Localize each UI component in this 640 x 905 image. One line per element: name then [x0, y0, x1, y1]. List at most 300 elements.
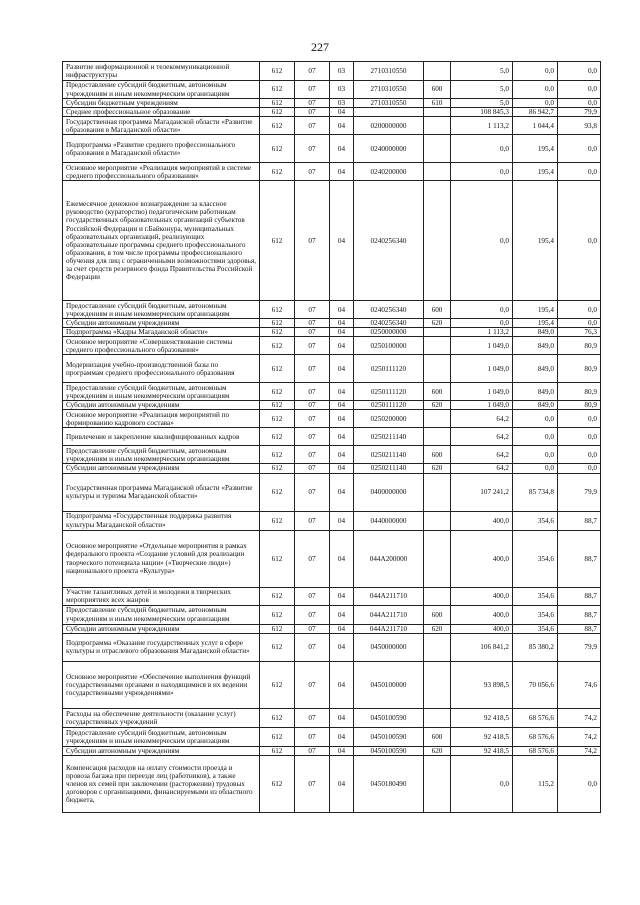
- cell-cs: 2710310550: [354, 62, 424, 81]
- cell-cs: 2710310550: [354, 81, 424, 99]
- cell-c: 80,9: [558, 355, 601, 383]
- cell-a: 106 841,2: [451, 633, 513, 661]
- cell-pr: 04: [330, 355, 354, 383]
- cell-pr: 04: [330, 446, 354, 464]
- cell-cs: 044A211710: [354, 605, 424, 624]
- cell-c: 0,0: [558, 163, 601, 181]
- cell-b: 849,0: [513, 383, 558, 401]
- cell-pr: 04: [330, 428, 354, 446]
- cell-vr: [424, 708, 451, 727]
- cell-cs: 0240000000: [354, 135, 424, 163]
- cell-c: 0,0: [558, 446, 601, 464]
- cell-g: 612: [260, 530, 295, 587]
- cell-rz: 07: [295, 428, 330, 446]
- table-row: [63, 355, 601, 383]
- table-row: [63, 62, 601, 81]
- cell-rz: 07: [295, 755, 330, 812]
- cell-cs: 0250111120: [354, 355, 424, 383]
- cell-c: 0,0: [558, 99, 601, 108]
- cell-a: 64,2: [451, 446, 513, 464]
- cell-cs: 0250111120: [354, 401, 424, 410]
- cell-name: Среднее профессиональное образование: [63, 108, 260, 117]
- cell-a: 92 418,5: [451, 746, 513, 755]
- cell-cs: 0250200000: [354, 410, 424, 428]
- cell-pr: 04: [330, 117, 354, 135]
- cell-c: 79,9: [558, 473, 601, 511]
- cell-c: 0,0: [558, 135, 601, 163]
- cell-c: 88,7: [558, 624, 601, 633]
- cell-a: 400,0: [451, 530, 513, 587]
- cell-pr: 04: [330, 633, 354, 661]
- cell-g: 612: [260, 99, 295, 108]
- cell-c: 80,9: [558, 383, 601, 401]
- cell-a: 5,0: [451, 99, 513, 108]
- cell-cs: 0250211140: [354, 464, 424, 473]
- cell-c: 0,0: [558, 319, 601, 328]
- cell-rz: 07: [295, 163, 330, 181]
- cell-name: Предоставление субсидий бюджетным, автономным учреждениям и иным некоммерческим организациям: [63, 446, 260, 464]
- cell-b: 354,6: [513, 530, 558, 587]
- cell-g: 612: [260, 746, 295, 755]
- cell-name: Основное мероприятие «Отдельные мероприятия в рамках федерального проекта «Создание условий для реализации творческого потенциала нации» («Творческие люди») национального проекта «Культура»: [63, 530, 260, 587]
- cell-b: 354,6: [513, 605, 558, 624]
- cell-c: 88,7: [558, 511, 601, 530]
- cell-rz: 07: [295, 108, 330, 117]
- cell-name: Компенсация расходов на оплату стоимости проезда и провоза багажа при переезде лиц (работников), а также членов их семей при заключении (расторжении) трудовых договоров с организациями, финансируемыми из областного бюджета,: [63, 755, 260, 812]
- cell-rz: 07: [295, 337, 330, 355]
- cell-b: 195,4: [513, 319, 558, 328]
- cell-c: 0,0: [558, 410, 601, 428]
- cell-c: 0,0: [558, 81, 601, 99]
- cell-pr: 04: [330, 181, 354, 301]
- cell-rz: 07: [295, 328, 330, 337]
- cell-vr: [424, 181, 451, 301]
- cell-g: 612: [260, 181, 295, 301]
- cell-c: 74,2: [558, 708, 601, 727]
- table-row: [63, 624, 601, 633]
- cell-rz: 07: [295, 301, 330, 319]
- cell-g: 612: [260, 163, 295, 181]
- table-row: [63, 428, 601, 446]
- cell-vr: 600: [424, 605, 451, 624]
- cell-g: 612: [260, 410, 295, 428]
- cell-a: 0,0: [451, 181, 513, 301]
- cell-name: Предоставление субсидий бюджетным, автономным учреждениям и иным некоммерческим организациям: [63, 605, 260, 624]
- cell-c: 0,0: [558, 62, 601, 81]
- cell-name: Подпрограмма «Развитие среднего профессионального образования в Магаданской области»: [63, 135, 260, 163]
- cell-rz: 07: [295, 355, 330, 383]
- table-row: [63, 319, 601, 328]
- cell-cs: 0250111120: [354, 383, 424, 401]
- cell-g: 612: [260, 117, 295, 135]
- cell-g: 612: [260, 624, 295, 633]
- cell-rz: 07: [295, 708, 330, 727]
- cell-vr: 600: [424, 383, 451, 401]
- cell-c: 0,0: [558, 755, 601, 812]
- cell-cs: [354, 108, 424, 117]
- table-row: [63, 108, 601, 117]
- cell-g: 612: [260, 511, 295, 530]
- cell-a: 93 898,5: [451, 661, 513, 708]
- cell-a: 64,2: [451, 428, 513, 446]
- table-row: [63, 328, 601, 337]
- cell-rz: 07: [295, 661, 330, 708]
- cell-cs: 0250211140: [354, 446, 424, 464]
- cell-vr: [424, 511, 451, 530]
- cell-g: 612: [260, 337, 295, 355]
- cell-vr: 600: [424, 727, 451, 746]
- cell-name: Предоставление субсидий бюджетным, автономным учреждениям и иным некоммерческим организациям: [63, 81, 260, 99]
- cell-g: 612: [260, 135, 295, 163]
- cell-pr: 04: [330, 727, 354, 746]
- cell-b: 70 056,6: [513, 661, 558, 708]
- cell-vr: [424, 117, 451, 135]
- cell-c: 88,7: [558, 587, 601, 605]
- cell-cs: 0200000000: [354, 117, 424, 135]
- cell-name: Основное мероприятие «Реализация мероприятий в системе среднего профессионального образования»: [63, 163, 260, 181]
- cell-name: Ежемесячное денежное вознаграждение за классное руководство (кураторство) педагогическим работникам государственных образовательных организаций субъектов Российской Федерации и г.Байконура, муниципальных образовательных организаций, реализующих образовательные программы среднего профессионального образования, в том числе программы профессионального обучения для лиц с ограниченными возможностями здоровья, за счет средств резервного фонда Правительства Российской Федерации: [63, 181, 260, 301]
- cell-g: 612: [260, 661, 295, 708]
- cell-name: Государственная программа Магаданской области «Развитие культуры и туризма Магаданской области»: [63, 473, 260, 511]
- cell-a: 107 241,2: [451, 473, 513, 511]
- cell-a: 1 049,0: [451, 355, 513, 383]
- cell-cs: 0240256340: [354, 319, 424, 328]
- cell-pr: 04: [330, 328, 354, 337]
- cell-a: 1 049,0: [451, 383, 513, 401]
- cell-pr: 04: [330, 755, 354, 812]
- cell-b: 0,0: [513, 464, 558, 473]
- cell-c: 79,9: [558, 108, 601, 117]
- cell-pr: 04: [330, 746, 354, 755]
- table-row: [63, 446, 601, 464]
- table-row: [63, 383, 601, 401]
- table-row: [63, 661, 601, 708]
- cell-a: 400,0: [451, 624, 513, 633]
- cell-c: 76,3: [558, 328, 601, 337]
- cell-b: 195,4: [513, 301, 558, 319]
- cell-g: 612: [260, 355, 295, 383]
- cell-name: Субсидии автономным учреждениям: [63, 746, 260, 755]
- table-row: [63, 633, 601, 661]
- table-row: [63, 746, 601, 755]
- table-row: [63, 135, 601, 163]
- cell-pr: 04: [330, 135, 354, 163]
- cell-vr: 600: [424, 301, 451, 319]
- cell-name: Предоставление субсидий бюджетным, автономным учреждениям и иным некоммерческим организациям: [63, 301, 260, 319]
- cell-pr: 04: [330, 624, 354, 633]
- cell-name: Основное мероприятие «Реализация мероприятий по формированию кадрового состава»: [63, 410, 260, 428]
- cell-name: Развитие информационной и телекоммуникационной инфраструктуры: [63, 62, 260, 81]
- table-row: [63, 473, 601, 511]
- cell-vr: [424, 755, 451, 812]
- table-row: [63, 99, 601, 108]
- cell-vr: 620: [424, 746, 451, 755]
- cell-b: 68 576,6: [513, 746, 558, 755]
- cell-a: 0,0: [451, 135, 513, 163]
- cell-rz: 07: [295, 511, 330, 530]
- table-row: [63, 401, 601, 410]
- cell-a: 1 049,0: [451, 337, 513, 355]
- cell-pr: 04: [330, 530, 354, 587]
- cell-g: 612: [260, 708, 295, 727]
- cell-rz: 07: [295, 62, 330, 81]
- cell-b: 354,6: [513, 511, 558, 530]
- cell-b: 849,0: [513, 355, 558, 383]
- cell-cs: 0400000000: [354, 473, 424, 511]
- cell-c: 0,0: [558, 301, 601, 319]
- table-row: [63, 587, 601, 605]
- cell-name: Предоставление субсидий бюджетным, автономным учреждениям и иным некоммерческим организациям: [63, 727, 260, 746]
- table-row: [63, 530, 601, 587]
- cell-vr: 620: [424, 624, 451, 633]
- cell-c: 0,0: [558, 428, 601, 446]
- cell-vr: [424, 163, 451, 181]
- table-row: [63, 410, 601, 428]
- cell-b: 849,0: [513, 401, 558, 410]
- cell-c: 0,0: [558, 181, 601, 301]
- cell-vr: [424, 135, 451, 163]
- cell-vr: [424, 428, 451, 446]
- table-row: [63, 181, 601, 301]
- cell-g: 612: [260, 62, 295, 81]
- cell-name: Основное мероприятие «Обеспечение выполнения функций государственными органами и находящимися в их ведении государственными учреждениями»: [63, 661, 260, 708]
- table-row: [63, 708, 601, 727]
- cell-rz: 07: [295, 587, 330, 605]
- cell-pr: 04: [330, 464, 354, 473]
- cell-vr: 620: [424, 401, 451, 410]
- cell-vr: [424, 661, 451, 708]
- cell-pr: 03: [330, 99, 354, 108]
- cell-b: 68 576,6: [513, 727, 558, 746]
- cell-a: 5,0: [451, 81, 513, 99]
- cell-b: 0,0: [513, 410, 558, 428]
- cell-a: 64,2: [451, 464, 513, 473]
- cell-cs: 044A211710: [354, 624, 424, 633]
- cell-rz: 07: [295, 446, 330, 464]
- cell-rz: 07: [295, 633, 330, 661]
- cell-cs: 0250000000: [354, 328, 424, 337]
- cell-g: 612: [260, 383, 295, 401]
- cell-c: 80,9: [558, 337, 601, 355]
- table-row: [63, 464, 601, 473]
- cell-rz: 07: [295, 401, 330, 410]
- cell-pr: 04: [330, 708, 354, 727]
- cell-pr: 04: [330, 587, 354, 605]
- cell-a: 0,0: [451, 163, 513, 181]
- table-row: [63, 755, 601, 812]
- table-row: [63, 163, 601, 181]
- cell-pr: 04: [330, 473, 354, 511]
- table-row: [63, 117, 601, 135]
- cell-cs: 0450180490: [354, 755, 424, 812]
- cell-name: Подпрограмма «Государственная поддержка развития культуры Магаданской области»: [63, 511, 260, 530]
- cell-c: 88,7: [558, 530, 601, 587]
- page-number: 227: [311, 40, 329, 54]
- cell-pr: 04: [330, 337, 354, 355]
- cell-name: Субсидии бюджетным учреждениям: [63, 99, 260, 108]
- cell-name: Подпрограмма «Кадры Магаданской области»: [63, 328, 260, 337]
- cell-b: 849,0: [513, 328, 558, 337]
- cell-pr: 04: [330, 301, 354, 319]
- cell-rz: 07: [295, 319, 330, 328]
- cell-b: 849,0: [513, 337, 558, 355]
- cell-pr: 04: [330, 108, 354, 117]
- cell-a: 5,0: [451, 62, 513, 81]
- table-row: [63, 605, 601, 624]
- cell-pr: 03: [330, 81, 354, 99]
- cell-cs: 0450100000: [354, 661, 424, 708]
- cell-a: 1 049,0: [451, 401, 513, 410]
- cell-cs: 0250100000: [354, 337, 424, 355]
- cell-c: 74,2: [558, 727, 601, 746]
- cell-g: 612: [260, 81, 295, 99]
- cell-vr: 600: [424, 446, 451, 464]
- cell-b: 354,6: [513, 587, 558, 605]
- cell-rz: 07: [295, 135, 330, 163]
- table-row: [63, 301, 601, 319]
- cell-vr: [424, 337, 451, 355]
- cell-name: Субсидии автономным учреждениям: [63, 464, 260, 473]
- cell-vr: 620: [424, 464, 451, 473]
- cell-name: Привлечение и закрепление квалифицированных кадров: [63, 428, 260, 446]
- cell-vr: 620: [424, 319, 451, 328]
- cell-b: 86 942,7: [513, 108, 558, 117]
- cell-a: 400,0: [451, 605, 513, 624]
- cell-cs: 0450000000: [354, 633, 424, 661]
- cell-b: 195,4: [513, 181, 558, 301]
- cell-name: Субсидии автономным учреждениям: [63, 401, 260, 410]
- cell-vr: [424, 473, 451, 511]
- cell-vr: 600: [424, 81, 451, 99]
- cell-name: Государственная программа Магаданской области «Развитие образования в Магаданской области»: [63, 117, 260, 135]
- cell-c: 74,6: [558, 661, 601, 708]
- cell-rz: 07: [295, 624, 330, 633]
- cell-g: 612: [260, 755, 295, 812]
- cell-g: 612: [260, 633, 295, 661]
- cell-g: 612: [260, 401, 295, 410]
- cell-rz: 07: [295, 117, 330, 135]
- cell-a: 400,0: [451, 511, 513, 530]
- cell-a: 92 418,5: [451, 708, 513, 727]
- cell-a: 64,2: [451, 410, 513, 428]
- cell-vr: [424, 62, 451, 81]
- cell-rz: 07: [295, 383, 330, 401]
- cell-vr: [424, 328, 451, 337]
- cell-a: 0,0: [451, 319, 513, 328]
- cell-name: Модернизация учебно-производственной базы по программам среднего профессионального образования: [63, 355, 260, 383]
- cell-rz: 07: [295, 99, 330, 108]
- cell-rz: 07: [295, 530, 330, 587]
- cell-rz: 07: [295, 81, 330, 99]
- cell-name: Субсидии автономным учреждениям: [63, 319, 260, 328]
- cell-b: 0,0: [513, 428, 558, 446]
- cell-b: 0,0: [513, 99, 558, 108]
- budget-table: [62, 61, 601, 813]
- cell-g: 612: [260, 428, 295, 446]
- table-row: [63, 511, 601, 530]
- cell-g: 612: [260, 464, 295, 473]
- cell-rz: 07: [295, 410, 330, 428]
- cell-cs: 0450100590: [354, 727, 424, 746]
- cell-cs: 0240256340: [354, 301, 424, 319]
- cell-pr: 04: [330, 511, 354, 530]
- cell-cs: 0450100590: [354, 746, 424, 755]
- cell-c: 88,7: [558, 605, 601, 624]
- cell-cs: 0250211140: [354, 428, 424, 446]
- cell-rz: 07: [295, 727, 330, 746]
- cell-g: 612: [260, 319, 295, 328]
- cell-g: 612: [260, 328, 295, 337]
- cell-rz: 07: [295, 473, 330, 511]
- cell-name: Субсидии автономным учреждениям: [63, 624, 260, 633]
- cell-rz: 07: [295, 181, 330, 301]
- cell-b: 68 576,6: [513, 708, 558, 727]
- cell-rz: 07: [295, 605, 330, 624]
- cell-vr: [424, 355, 451, 383]
- cell-c: 79,9: [558, 633, 601, 661]
- cell-g: 612: [260, 301, 295, 319]
- cell-b: 1 044,4: [513, 117, 558, 135]
- cell-cs: 0440000000: [354, 511, 424, 530]
- cell-pr: 04: [330, 319, 354, 328]
- cell-cs: 0240256340: [354, 181, 424, 301]
- cell-b: 195,4: [513, 163, 558, 181]
- cell-cs: 0240200000: [354, 163, 424, 181]
- cell-name: Расходы на обеспечение деятельности (оказание услуг) государственных учреждений: [63, 708, 260, 727]
- table-row: [63, 81, 601, 99]
- cell-name: Основное мероприятие «Совершенствование системы среднего профессионального образования»: [63, 337, 260, 355]
- cell-pr: 03: [330, 62, 354, 81]
- cell-vr: [424, 410, 451, 428]
- table-row: [63, 727, 601, 746]
- cell-b: 115,2: [513, 755, 558, 812]
- cell-g: 612: [260, 605, 295, 624]
- cell-b: 0,0: [513, 446, 558, 464]
- cell-b: 85 734,8: [513, 473, 558, 511]
- cell-cs: 2710310550: [354, 99, 424, 108]
- cell-rz: 07: [295, 464, 330, 473]
- cell-vr: [424, 108, 451, 117]
- cell-a: 92 418,5: [451, 727, 513, 746]
- cell-b: 0,0: [513, 62, 558, 81]
- cell-a: 1 113,2: [451, 117, 513, 135]
- cell-vr: [424, 633, 451, 661]
- table-row: [63, 337, 601, 355]
- cell-name: Подпрограмма «Оказание государственных услуг в сфере культуры и отраслевого образования Магаданской области»: [63, 633, 260, 661]
- cell-cs: 044A200000: [354, 530, 424, 587]
- cell-cs: 0450100590: [354, 708, 424, 727]
- cell-cs: 044A211710: [354, 587, 424, 605]
- cell-pr: 04: [330, 410, 354, 428]
- cell-g: 612: [260, 108, 295, 117]
- cell-g: 612: [260, 727, 295, 746]
- cell-pr: 04: [330, 383, 354, 401]
- cell-b: 0,0: [513, 81, 558, 99]
- cell-b: 85 380,2: [513, 633, 558, 661]
- cell-name: Предоставление субсидий бюджетным, автономным учреждениям и иным некоммерческим организациям: [63, 383, 260, 401]
- cell-pr: 04: [330, 163, 354, 181]
- cell-c: 74,2: [558, 746, 601, 755]
- cell-name: Участие талантливых детей и молодежи в творческих мероприятиях всех жанров: [63, 587, 260, 605]
- cell-c: 80,9: [558, 401, 601, 410]
- cell-b: 354,6: [513, 624, 558, 633]
- cell-pr: 04: [330, 661, 354, 708]
- cell-g: 612: [260, 473, 295, 511]
- cell-vr: [424, 587, 451, 605]
- cell-c: 0,0: [558, 464, 601, 473]
- cell-a: 108 845,3: [451, 108, 513, 117]
- cell-pr: 04: [330, 401, 354, 410]
